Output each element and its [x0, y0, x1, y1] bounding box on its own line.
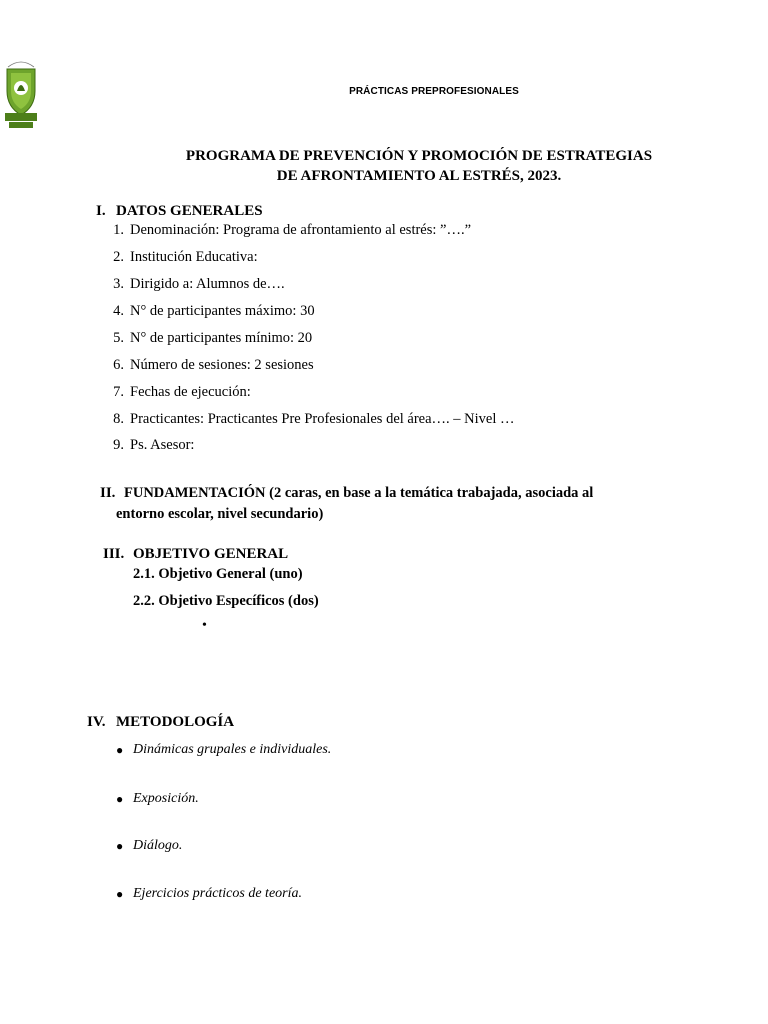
section-2-numeral: II.	[100, 485, 116, 501]
section-4-numeral: IV.	[87, 714, 106, 730]
objective-general-subheading: 2.1. Objetivo General (uno)	[133, 566, 303, 582]
section-4-heading: METODOLOGÍA	[116, 714, 235, 730]
section-1-numeral: I.	[96, 203, 106, 219]
document-title-line2: DE AFRONTAMIENTO AL ESTRÉS, 2023.	[276, 168, 562, 184]
section-2-heading: FUNDAMENTACIÓN (2 caras, en base a la temática trabajada, asociada al	[124, 485, 594, 501]
section-3-numeral: III.	[103, 546, 125, 562]
section-2-heading-cont: entorno escolar, nivel secundario)	[116, 506, 324, 522]
document-title-line1: PROGRAMA DE PREVENCIÓN Y PROMOCIÓN DE ESTRATEGIAS	[185, 148, 653, 164]
section-1-heading: DATOS GENERALES	[116, 203, 263, 219]
section-3-heading: OBJETIVO GENERAL	[133, 546, 289, 562]
objective-specific-subheading: 2.2. Objetivo Específicos (dos)	[133, 593, 319, 609]
empty-bullet: •	[202, 618, 207, 633]
bullet-icon: ●	[116, 887, 124, 901]
page-header: PRÁCTICAS PREPROFESIONALES	[349, 86, 519, 97]
bullet-icon: ●	[116, 792, 124, 806]
bullet-icon: ●	[116, 743, 124, 757]
bullet-icon: ●	[116, 839, 124, 853]
